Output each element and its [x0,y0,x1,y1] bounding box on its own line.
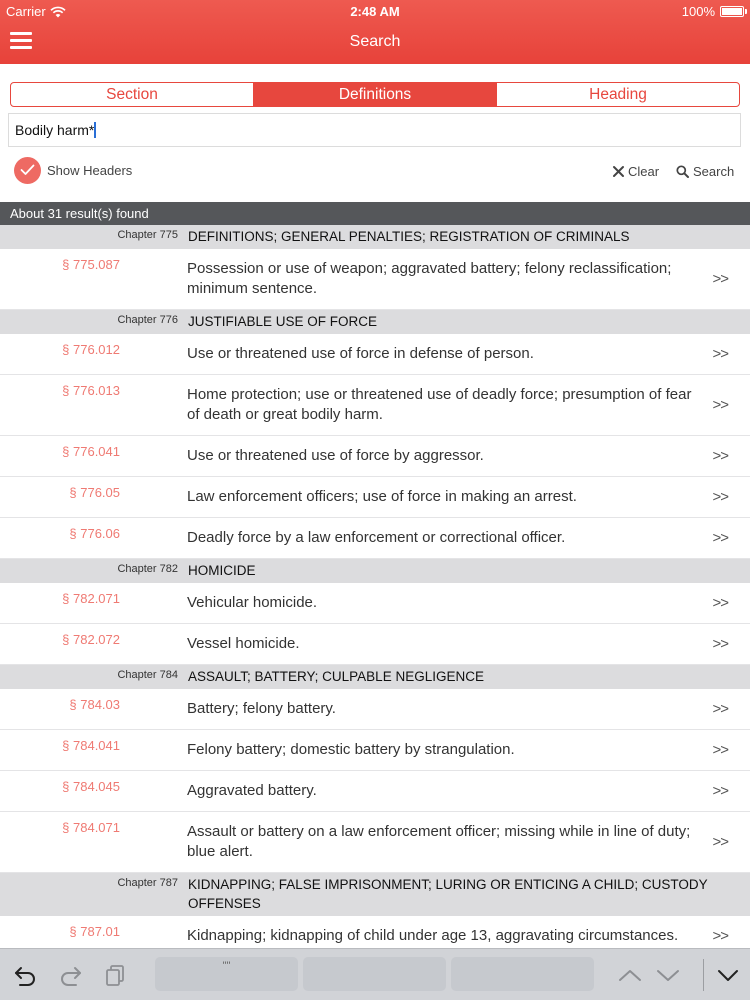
section-number: § 776.06 [69,526,120,541]
segment-definitions[interactable]: Definitions [253,83,496,106]
clear-button[interactable] [612,159,659,183]
section-number: § 776.05 [69,485,120,500]
section-number: § 784.071 [62,820,120,835]
status-bar [0,0,750,22]
chapter-number: Chapter 787 [117,877,178,889]
section-number: § 784.045 [62,779,120,794]
section-title: Deadly force by a law enforcement or correctional officer. [187,529,566,546]
section-number: § 776.013 [62,383,120,398]
section-title: Aggravated battery. [187,782,317,799]
section-number: § 782.072 [62,632,120,647]
search-button-label: Search [693,163,735,179]
result-row[interactable] [0,812,750,873]
carrier-label: Carrier [6,4,46,19]
chapter-header [0,559,750,583]
section-title: Vehicular homicide. [187,594,318,611]
chapter-header [0,665,750,689]
result-row[interactable] [0,436,750,477]
section-title: Battery; felony battery. [187,700,336,717]
show-headers-checkbox[interactable] [14,157,41,184]
suggestion-key-1[interactable]: "" [155,957,298,991]
chapter-number: Chapter 776 [117,314,178,326]
chapter-title: HOMICIDE [188,563,256,578]
x-icon [612,165,625,178]
chevron-down-icon[interactable] [655,963,681,987]
search-input-value: Bodily harm* [15,122,95,138]
battery-percent: 100% [681,4,715,19]
nav-bar [0,22,750,64]
disclosure-arrow-icon[interactable]: >> [712,529,728,547]
result-row[interactable] [0,730,750,771]
section-title: Use or threatened use of force in defense of person. [187,345,534,362]
chapter-header [0,873,750,916]
status-time: 2:48 AM [350,4,400,19]
section-title: Felony battery; domestic battery by strangulation. [187,741,515,758]
chapter-header [0,310,750,334]
app-header [0,0,750,64]
disclosure-arrow-icon[interactable]: >> [712,635,728,653]
disclosure-arrow-icon[interactable]: >> [712,345,728,363]
disclosure-arrow-icon[interactable]: >> [712,782,728,800]
search-mode-segmented-control [10,82,740,107]
suggestion-key-2[interactable] [303,957,446,991]
disclosure-arrow-icon[interactable]: >> [712,594,728,612]
toolbar-divider [703,959,704,991]
result-row[interactable] [0,689,750,730]
chapter-title: KIDNAPPING; FALSE IMPRISONMENT; LURING OR ENTICING A CHILD; CUSTODY OFFENSES [188,877,708,911]
disclosure-arrow-icon[interactable]: >> [712,833,728,851]
search-options [0,154,750,188]
results-list[interactable] [0,225,750,947]
clear-button-label: Clear [628,163,660,179]
keyboard-shortcut-bar [0,948,750,1000]
section-number: § 776.041 [62,444,120,459]
results-summary: About 31 result(s) found [0,202,750,225]
battery-fill [722,8,742,15]
chapter-number: Chapter 775 [117,229,178,241]
battery-icon [720,6,744,17]
chapter-number: Chapter 782 [117,563,178,575]
section-number: § 787.01 [69,924,120,939]
result-row[interactable] [0,375,750,436]
section-title: Law enforcement officers; use of force in making an arrest. [187,488,577,505]
paste-icon[interactable] [103,963,129,987]
checkmark-icon [20,164,35,176]
search-button[interactable] [676,159,734,183]
result-row[interactable] [0,771,750,812]
disclosure-arrow-icon[interactable]: >> [712,396,728,414]
section-title: Vessel homicide. [187,635,300,652]
page-title: Search [349,33,401,50]
section-number: § 784.03 [69,697,120,712]
result-row[interactable] [0,249,750,310]
disclosure-arrow-icon[interactable]: >> [712,741,728,759]
keyboard-dismiss-icon[interactable] [715,963,741,987]
segment-heading[interactable]: Heading [496,83,739,106]
disclosure-arrow-icon[interactable]: >> [712,447,728,465]
redo-icon[interactable] [58,963,84,987]
section-number: § 784.041 [62,738,120,753]
chevron-up-icon[interactable] [617,963,643,987]
result-row[interactable] [0,624,750,665]
section-number: § 775.087 [62,257,120,272]
chapter-title: ASSAULT; BATTERY; CULPABLE NEGLIGENCE [188,669,484,684]
magnifier-icon [676,165,689,178]
chapter-title: DEFINITIONS; GENERAL PENALTIES; REGISTRATION OF CRIMINALS [188,229,630,244]
result-row[interactable] [0,477,750,518]
result-row[interactable] [0,518,750,559]
segment-section[interactable]: Section [106,86,158,103]
text-caret [94,122,96,138]
search-input[interactable] [8,113,741,147]
show-headers-label: Show Headers [47,163,133,178]
disclosure-arrow-icon[interactable]: >> [712,270,728,288]
result-row[interactable] [0,583,750,624]
result-row[interactable] [0,334,750,375]
section-title: Assault or battery on a law enforcement officer; missing while in line of duty; blue alert. [187,823,691,860]
disclosure-arrow-icon[interactable]: >> [712,927,728,945]
section-number: § 782.071 [62,591,120,606]
section-number: § 776.012 [62,342,120,357]
undo-icon[interactable] [12,963,38,987]
disclosure-arrow-icon[interactable]: >> [712,700,728,718]
section-title: Use or threatened use of force by aggressor. [187,447,484,464]
chapter-number: Chapter 784 [117,669,178,681]
section-title: Kidnapping; kidnapping of child under age 13, aggravating circumstances. [187,927,679,944]
suggestion-key-3[interactable] [451,957,594,991]
section-title: Home protection; use or threatened use of deadly force; presumption of fear of death or great bodily harm. [187,386,692,423]
chapter-title: JUSTIFIABLE USE OF FORCE [188,314,378,329]
result-row[interactable] [0,916,750,947]
section-title: Possession or use of weapon; aggravated battery; felony reclassification; minimum sentence. [187,260,672,297]
chapter-header [0,225,750,249]
disclosure-arrow-icon[interactable]: >> [712,488,728,506]
